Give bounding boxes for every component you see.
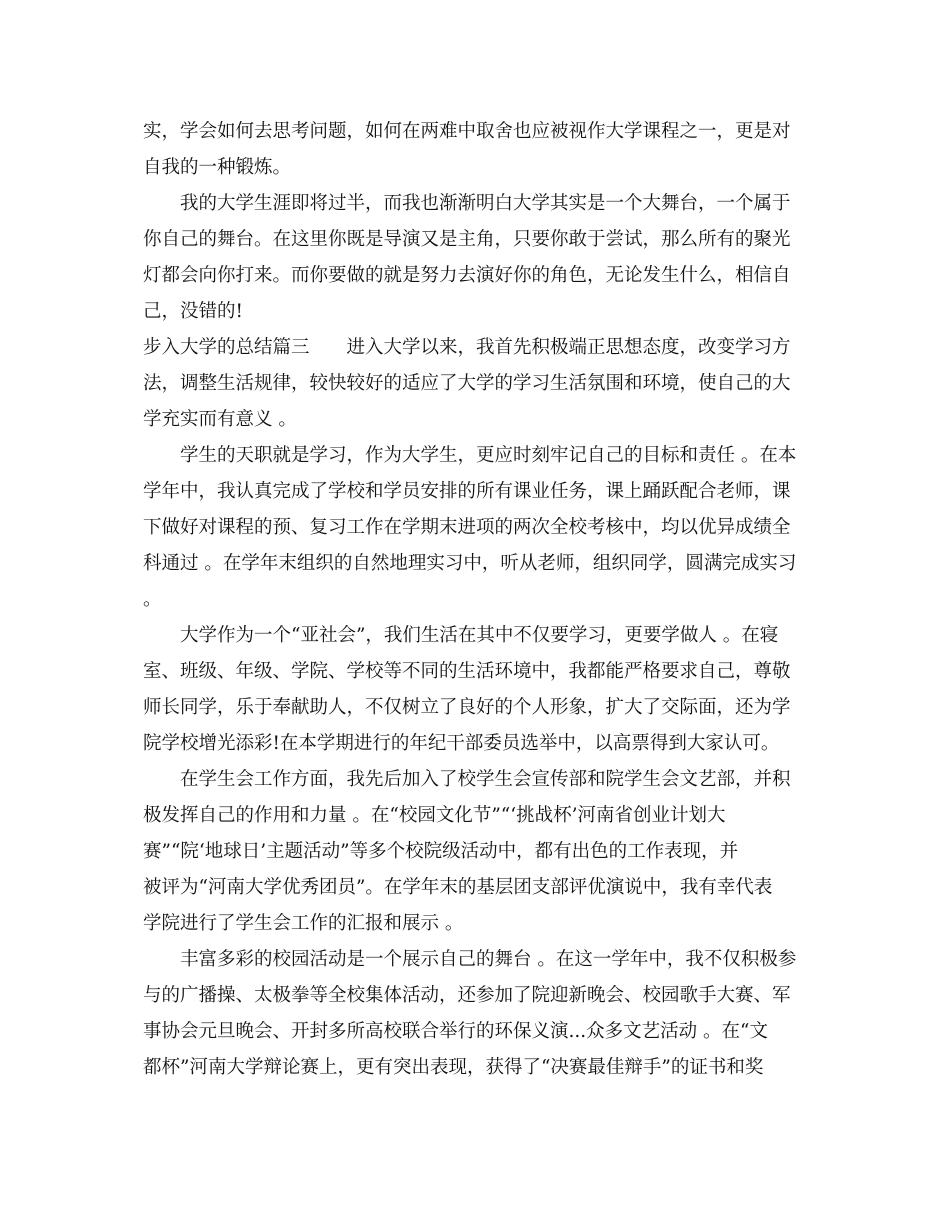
text-line: 。: [143, 589, 162, 610]
text-line: 己，没错的!: [143, 301, 243, 322]
text-line: 与的广播操、太极拳等全校集体活动，还参加了院迎新晚会、校园歌手大赛、军: [143, 985, 791, 1006]
text-line: 灯都会向你打来。而你要做的就是努力去演好你的角色，无论发生什么，相信自: [143, 265, 791, 286]
text-line: 法，调整生活规律，较快较好的适应了大学的学习生活氛围和环境，使自己的大: [143, 373, 791, 394]
document-body: [143, 114, 813, 1086]
text-line: 你自己的舞台。在这里你既是导演又是主角，只要你敢于尝试，那么所有的聚光: [143, 229, 791, 250]
text-line: 被评为“河南大学优秀团员”。在学年末的基层团支部评优演说中，我有幸代表: [143, 877, 773, 898]
paragraph-first-line: 丰富多彩的校园活动是一个展示自己的舞台 。在这一学年中，我不仅积极参: [180, 949, 797, 970]
paragraph-first-line: 在学生会工作方面，我先后加入了校学生会宣传部和院学生会文艺部，并积: [180, 769, 791, 790]
text-line: 下做好对课程的预、复习工作在学期末进项的两次全校考核中，均以优异成绩全: [143, 517, 791, 538]
paragraph-first-line: 大学作为一个“亚社会”，我们生活在其中不仅要学习，更要学做人 。在寝: [180, 625, 779, 646]
text-line: 实，学会如何去思考问题，如何在两难中取舍也应被视作大学课程之一，更是对: [143, 121, 791, 142]
paragraph-first-line: 我的大学生涯即将过半，而我也渐渐明白大学其实是一个大舞台，一个属于: [180, 193, 791, 214]
text-line: 学充实而有意义 。: [143, 409, 297, 430]
text-line: 都杯”河南大学辩论赛上，更有突出表现，获得了“决赛最佳辩手”的证书和奖: [143, 1057, 764, 1078]
text-line: 院学校增光添彩!在本学期进行的年纪干部委员选举中，以高票得到大家认可。: [143, 733, 780, 754]
paragraph-first-line: 学生的天职就是学习，作为大学生，更应时刻牢记自己的目标和责任 。在本: [180, 445, 797, 466]
text-line: 室、班级、年级、学院、学校等不同的生活环境中，我都能严格要求自己，尊敬: [143, 661, 791, 682]
text-line: 自我的一种锻炼。: [143, 157, 292, 178]
text-line: 科通过 。在学年末组织的自然地理实习中，听从老师，组织同学，圆满完成实习: [143, 553, 797, 574]
text-line: 极发挥自己的作用和力量 。在“校园文化节”“‘挑战杯’河南省创业计划大: [143, 805, 726, 826]
section-heading-line: 步入大学的总结篇三 进入大学以来，我首先积极端正思想态度，改变学习方: [143, 337, 791, 358]
text-line: 师长同学，乐于奉献助人，不仅树立了良好的个人形象，扩大了交际面，还为学: [143, 697, 791, 718]
text-line: 事协会元旦晚会、开封多所高校联合举行的环保义演...众多文艺活动 。在“文: [143, 1021, 768, 1042]
text-line: 学年中，我认真完成了学校和学员安排的所有课业任务，课上踊跃配合老师，课: [143, 481, 791, 502]
text-line: 学院进行了学生会工作的汇报和展示 。: [143, 913, 464, 934]
text-line: 赛”“院‘地球日’主题活动”等多个校院级活动中，都有出色的工作表现，并: [143, 841, 739, 862]
